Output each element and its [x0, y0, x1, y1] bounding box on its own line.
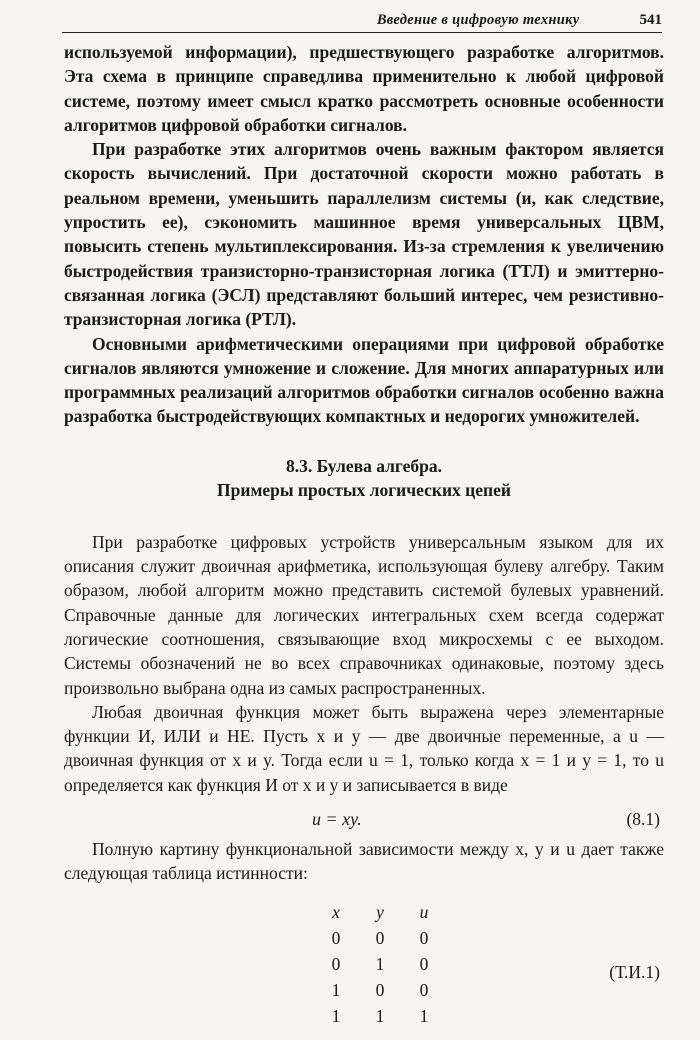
truth-table-header: x [332, 902, 340, 923]
truth-table-header-row [314, 900, 446, 926]
truth-table [314, 900, 446, 1030]
table-cell: 1 [331, 1006, 341, 1027]
formula-number: (8.1) [626, 809, 660, 830]
truth-table-header: y [376, 902, 384, 923]
table-cell: 1 [331, 980, 341, 1001]
table-row [314, 1004, 446, 1030]
paragraph: При разработке этих алгоритмов очень важным фактором является скорость вычислений. При достаточной скорости можно работать в реальном времени, уменьшить параллелизм системы (и, как следствие, упростить ее), сэкономить машинное время универсальных ЦВМ, повысить степень мультиплексирования. Из-за стремления к увеличению быстродействия транзисторно-транзисторная логика (ТТЛ) и эмиттерно-связанная логика (ЭСЛ) представляют больший интерес, чем резистивно-транзисторная логика (РТЛ). [64, 139, 664, 330]
table-row [314, 926, 446, 952]
table-cell: 1 [375, 954, 385, 975]
table-cell: 1 [375, 1006, 385, 1027]
table-cell: 0 [331, 954, 341, 975]
paragraph: Любая двоичная функция может быть выражена через элементарные функции И, ИЛИ и НЕ. Пусть x и y — две двоичные переменные, а u — двоичная функция от x и y. Тогда если u = 1, только когда x = 1 и y = 1, то u определяется как функция И от x и y и записывается в виде [64, 701, 664, 795]
section-body [64, 530, 664, 1040]
table-cell: 0 [375, 928, 385, 949]
section-title-line-2: Примеры простых логических цепей [217, 479, 511, 500]
truth-table-block [64, 900, 664, 1040]
section-title-line-1: 8.3. Булева алгебра. [285, 455, 443, 476]
section-heading [64, 454, 664, 502]
table-row [314, 952, 446, 978]
formula-expression: u = xy. [312, 809, 362, 830]
table-cell: 1 [419, 1006, 429, 1027]
page-number: 541 [639, 12, 662, 28]
paragraph: При разработке цифровых устройств универсальным языком для их описания служит двоичная арифметика, использующая булеву алгебру. Таким образом, любой алгоритм можно представить системой булевых уравнений. Справочные данные для логических интегральных схем всегда содержат логические соотношения, связывающие вход микросхемы с ее выходом. Системы обозначений не во всех справочниках одинаковые, поэтому здесь произвольно выбрана одна из самых распространенных. [64, 531, 664, 698]
table-cell: 0 [419, 954, 429, 975]
table-row [314, 978, 446, 1004]
paragraph: Основными арифметическими операциями при цифровой обработке сигналов являются умножение и сложение. Для многих аппаратурных или программных реализаций алгоритмов обработки сигналов особенно важна разработка быстродействующих компактных и недорогих умножителей. [64, 333, 664, 427]
truth-table-label: (Т.И.1) [609, 961, 660, 982]
formula-row [64, 801, 664, 837]
table-cell: 0 [419, 980, 429, 1001]
page-body [64, 40, 664, 1040]
running-header [62, 6, 662, 33]
truth-table-header: u [419, 902, 429, 923]
running-title: Введение в цифровую технику [376, 12, 580, 28]
paragraph: используемой информации), предшествующего разработке алгоритмов. Эта схема в принципе справедлива применительно к любой цифровой системе, поэтому имеет смысл кратко рассмотреть основные особенности алгоритмов цифровой обработки сигналов. [64, 42, 664, 135]
table-cell: 0 [331, 928, 341, 949]
table-cell: 0 [375, 980, 385, 1001]
table-cell: 0 [419, 928, 429, 949]
paragraph: Полную картину функциональной зависимости между x, y и u дает также следующая таблица истинности: [64, 839, 664, 884]
